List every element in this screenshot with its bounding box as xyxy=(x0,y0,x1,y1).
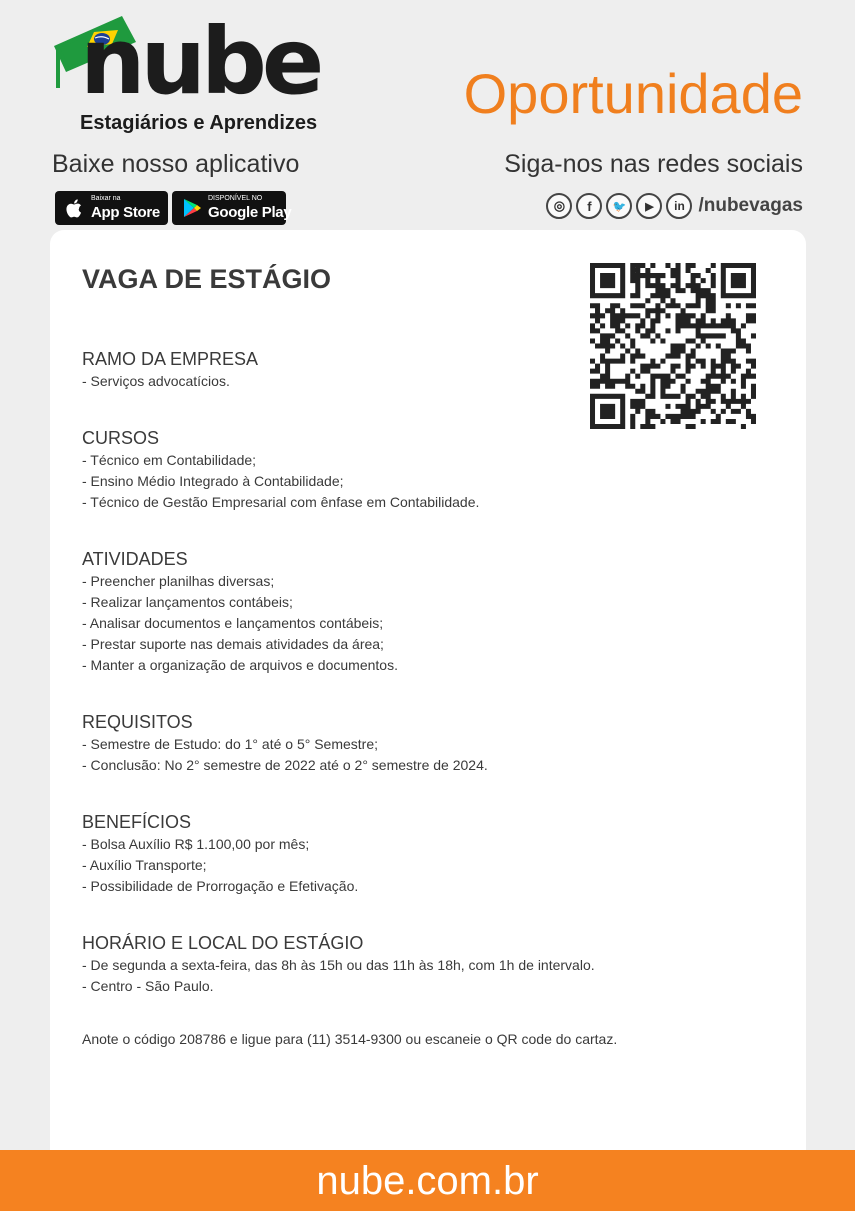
youtube-icon[interactable]: ▶ xyxy=(636,193,662,219)
section-title: RAMO DA EMPRESA xyxy=(82,349,259,369)
google-play-label: Google Play xyxy=(208,204,292,221)
section-line: - Bolsa Auxílio R$ 1.100,00 por mês; xyxy=(82,836,310,852)
qr-code[interactable] xyxy=(590,263,756,429)
section-line: - Serviços advocatícios. xyxy=(82,373,230,389)
logo-wordmark: nube xyxy=(80,8,320,115)
section-horario xyxy=(82,931,595,997)
section-title: CURSOS xyxy=(82,428,160,448)
section-atividades xyxy=(82,547,398,676)
section-line: - Centro - São Paulo. xyxy=(82,978,214,994)
logo-subtitle: Estagiários e Aprendizes xyxy=(80,112,318,134)
social-follow-label: Siga-nos nas redes sociais xyxy=(504,150,803,178)
section-line: - Realizar lançamentos contábeis; xyxy=(82,594,293,610)
social-handle[interactable]: /nubevagas xyxy=(698,195,803,216)
section-line: - Possibilidade de Prorrogação e Efetivação. xyxy=(82,878,359,894)
section-line: - Semestre de Estudo: do 1° até o 5° Semestre; xyxy=(82,736,379,752)
job-title: VAGA DE ESTÁGIO xyxy=(82,264,332,294)
section-title: BENEFÍCIOS xyxy=(82,812,192,832)
section-title: REQUISITOS xyxy=(82,712,193,732)
twitter-icon[interactable]: 🐦 xyxy=(606,193,632,219)
section-requisitos xyxy=(82,710,488,776)
headline: Oportunidade xyxy=(463,62,803,125)
section-title: HORÁRIO E LOCAL DO ESTÁGIO xyxy=(82,933,364,953)
section-ramo xyxy=(82,347,258,392)
footer-bar xyxy=(0,1150,855,1211)
section-title: ATIVIDADES xyxy=(82,549,188,569)
google-play-small: DISPONÍVEL NO xyxy=(208,195,263,202)
section-line: - Prestar suporte nas demais atividades da área; xyxy=(82,636,384,652)
apple-icon xyxy=(64,197,86,219)
google-play-icon xyxy=(181,197,203,219)
section-line: - Analisar documentos e lançamentos contábeis; xyxy=(82,615,384,631)
section-line: - Técnico de Gestão Empresarial com ênfase em Contabilidade. xyxy=(82,494,480,510)
section-line: - Manter a organização de arquivos e documentos. xyxy=(82,657,398,673)
section-line: - Auxílio Transporte; xyxy=(82,857,207,873)
nube-logo xyxy=(52,8,322,138)
section-line: - Conclusão: No 2° semestre de 2022 até o 2° semestre de 2024. xyxy=(82,757,488,773)
section-line: - De segunda a sexta-feira, das 8h às 15h ou das 11h às 18h, com 1h de intervalo. xyxy=(82,957,595,973)
section-line: - Ensino Médio Integrado à Contabilidade; xyxy=(82,473,344,489)
social-links xyxy=(546,193,803,219)
app-download-label: Baixe nosso aplicativo xyxy=(52,150,300,178)
section-line: - Técnico em Contabilidade; xyxy=(82,452,257,468)
section-cursos xyxy=(82,426,479,513)
google-play-button[interactable] xyxy=(172,191,292,225)
app-store-small: Baixar na xyxy=(91,195,121,202)
instagram-icon[interactable]: ◎ xyxy=(546,193,572,219)
section-line: - Preencher planilhas diversas; xyxy=(82,573,275,589)
footer-url[interactable]: nube.com.br xyxy=(316,1159,539,1203)
contact-note: Anote o código 208786 e ligue para (11) 3514-9300 ou escaneie o QR code do cartaz. xyxy=(82,1031,618,1047)
app-store-label: App Store xyxy=(91,204,160,221)
linkedin-icon[interactable]: in xyxy=(666,193,692,219)
section-beneficios xyxy=(82,810,358,897)
app-store-button[interactable] xyxy=(55,191,168,225)
job-card xyxy=(50,230,806,1170)
facebook-icon[interactable]: f xyxy=(576,193,602,219)
